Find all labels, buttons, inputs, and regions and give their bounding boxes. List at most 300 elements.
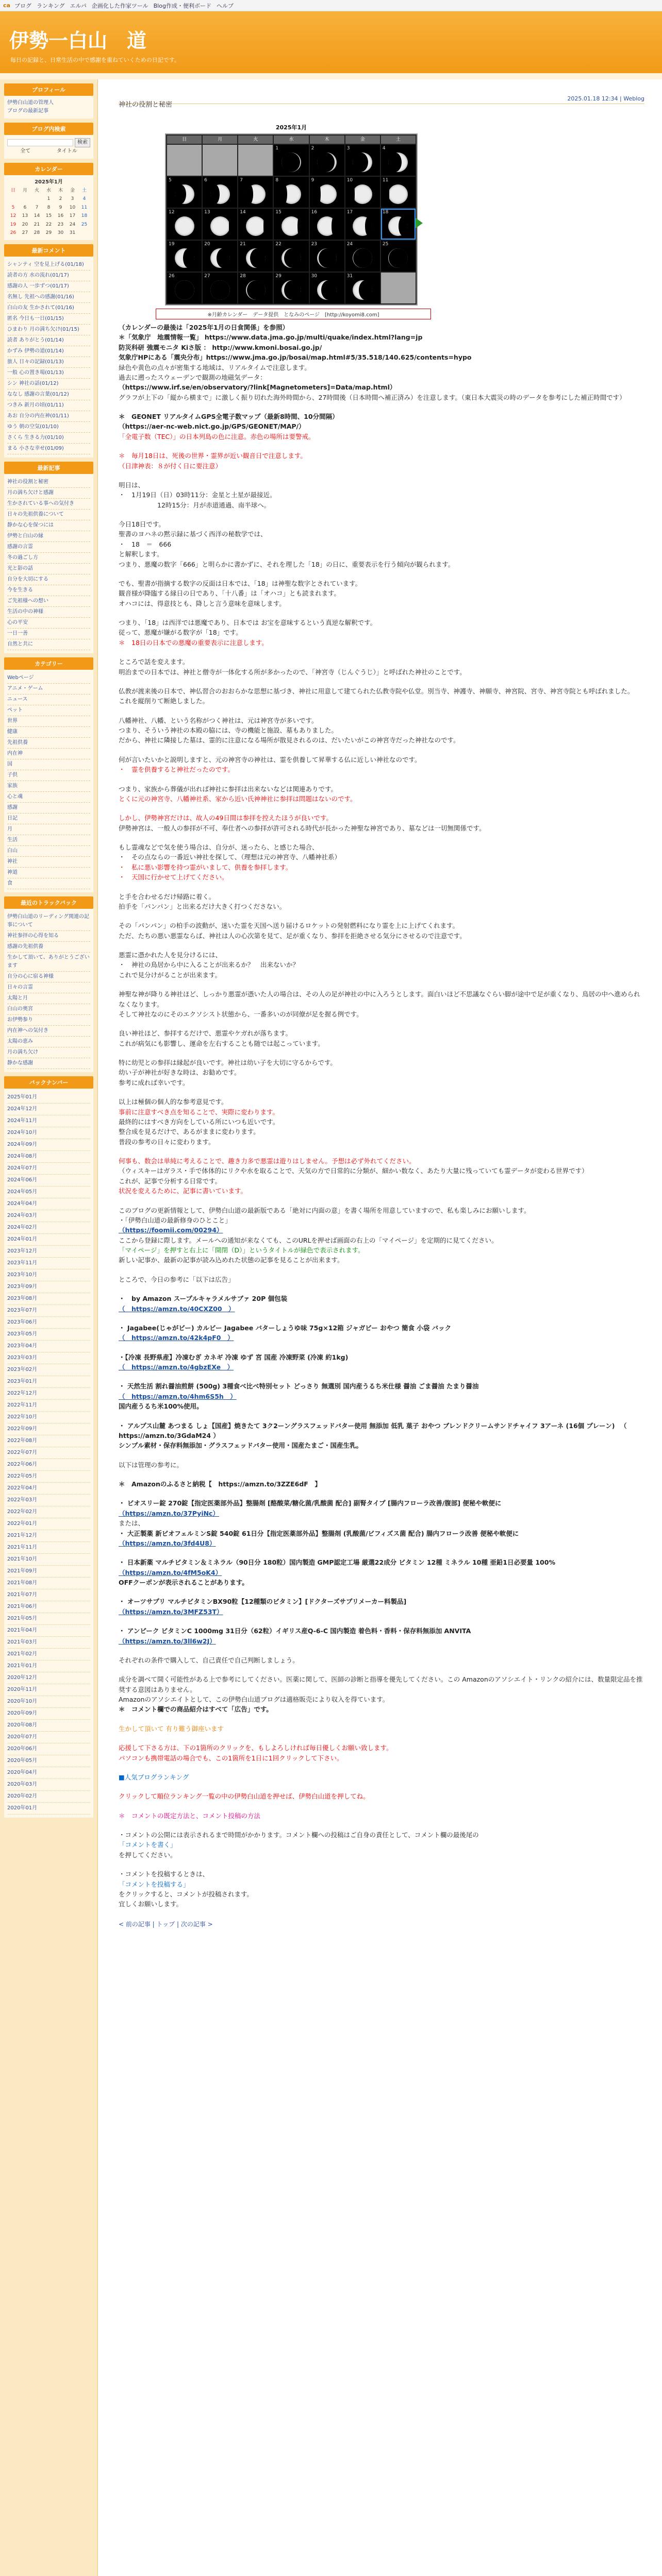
moon-icon (210, 280, 230, 300)
trackback-item[interactable]: お伊勢参り (7, 1015, 90, 1026)
recent-comment-item[interactable]: あお 自分の内在神(01/11) (7, 411, 90, 422)
recent-post-item[interactable]: ご先祖様への想い (7, 596, 90, 607)
calendar-day[interactable]: 5 (11, 205, 15, 210)
archive-item[interactable]: 2020年07月 (7, 1732, 90, 1743)
recent-post-item[interactable]: 光と影の話 (7, 564, 90, 574)
post-title[interactable]: 神社の役割と秘密 (119, 101, 173, 109)
recent-post-item[interactable]: 伊勢と白山の縁 (7, 531, 90, 542)
post-line: 幼い子が神社が好きな時は、お勧めです。 (119, 1069, 241, 1077)
archive-item[interactable]: 2020年01月 (7, 1803, 90, 1815)
archive-item[interactable]: 2021年10月 (7, 1554, 90, 1566)
archive-item[interactable]: 2023年12月 (7, 1246, 90, 1258)
moon-shadow (353, 184, 355, 204)
post-line: （ウィスキーはガラス・手で体体的にリクや水を取ることで、天気の方で日常的に分類が、細かい数なく、あたり大量に残っていても霊データが変わる世界です） (119, 1167, 588, 1175)
post-link[interactable]: （https://amzn.to/37PyiNc） (119, 1509, 219, 1517)
recent-post-item[interactable]: 自然と共に (7, 639, 90, 650)
post-line: をクリックすると、コメントが投稿されます。 (119, 1890, 254, 1898)
trackback-item[interactable]: 太陽の恵み (7, 1037, 90, 1047)
trackback-item[interactable]: 自分の心に宿る神様 (7, 972, 90, 982)
archive-item[interactable]: 2022年12月 (7, 1388, 90, 1400)
recent-post-item[interactable]: 日々の先祖供養について (7, 510, 90, 520)
post-line: 神聖な神が降りる神社ほど、しっかり悪霊が憑いた人の場合は、その人の足が神社の中に入ろうとします。面白いほど不思議なぐらい脚が途中で足が重くなり、鳥居の中へ進められなくなります。 (119, 990, 640, 1008)
archive-item[interactable]: 2023年03月 (7, 1352, 90, 1364)
category-item[interactable]: ペット (7, 705, 90, 716)
archive-item[interactable]: 2023年11月 (7, 1258, 90, 1269)
category-item[interactable]: 健康 (7, 727, 90, 738)
calendar-day[interactable]: 24 (69, 222, 76, 227)
archive-item[interactable]: 2024年02月 (7, 1222, 90, 1234)
post-line: （カレンダーの最後は「2025年1月の日食関係」を参照） (119, 324, 289, 331)
calendar-day[interactable]: 15 (45, 213, 52, 219)
recent-post-item[interactable]: 生活の中の神様 (7, 607, 90, 618)
post-line: ・ by Amazon スープルキャラメルサブァ 20P 個包装 (119, 1295, 288, 1303)
category-item[interactable]: 国 (7, 759, 90, 770)
moon-cell (274, 209, 308, 240)
archive-item[interactable]: 2022年04月 (7, 1483, 90, 1495)
archive-item[interactable]: 2022年09月 (7, 1423, 90, 1435)
post-link[interactable]: （https://foomii.com/00294） (119, 1226, 223, 1234)
recent-post-item[interactable]: 静かな心を保つには (7, 520, 90, 531)
archive-item[interactable]: 2024年04月 (7, 1198, 90, 1210)
post-link[interactable]: （https://amzn.to/4fM5oK4） (119, 1568, 222, 1577)
recent-comment-item[interactable]: 読者 ありがとう(01/14) (7, 335, 90, 346)
top-link[interactable]: Blog作成・便利ボード (153, 2, 211, 9)
post-line: 「コメントを投稿する」 (119, 1880, 190, 1888)
category-item[interactable]: 生活 (7, 835, 90, 846)
spacer (119, 980, 644, 989)
recent-comment-item[interactable]: 読者の方 水の流れ(01/17) (7, 270, 90, 281)
moon-dow: 火 (238, 135, 273, 144)
calendar-day[interactable]: 25 (81, 222, 88, 227)
calendar-day[interactable]: 8 (47, 205, 51, 210)
spacer (119, 804, 644, 813)
calendar-day[interactable]: 7 (35, 205, 39, 210)
post-link[interactable]: （ https://amzn.to/40CXZ00 ） (119, 1304, 235, 1313)
calendar-day[interactable]: 18 (81, 213, 88, 219)
moon-icon (282, 280, 301, 300)
post-line[interactable]: ＊ Amazonのふるさと納税【 https://amzn.to/3ZZE6dF 】 (119, 1480, 321, 1488)
archive-item[interactable]: 2021年09月 (7, 1566, 90, 1578)
category-item[interactable]: 白山 (7, 846, 90, 857)
spacer (119, 569, 644, 579)
category-item[interactable]: 先祖供養 (7, 738, 90, 749)
calendar-day[interactable]: 12 (10, 213, 16, 219)
trackback-box (4, 896, 93, 1072)
archive-item[interactable]: 2021年04月 (7, 1625, 90, 1637)
category-item[interactable]: 内在神 (7, 749, 90, 759)
calendar-day[interactable]: 17 (69, 213, 76, 219)
calendar-day[interactable]: 29 (45, 230, 52, 235)
calendar-day[interactable]: 23 (57, 222, 64, 227)
recent-post-item[interactable]: 感謝の言霊 (7, 542, 90, 553)
category-item[interactable]: 食 (7, 878, 90, 889)
archive-item[interactable]: 2020年03月 (7, 1779, 90, 1791)
archive-item[interactable]: 2022年02月 (7, 1506, 90, 1518)
archive-list (4, 1089, 93, 1818)
moon-shadow (399, 216, 408, 236)
moon-day-number: 17 (346, 210, 353, 215)
moon-shadow (229, 216, 230, 236)
moon-day-number: 7 (240, 178, 243, 183)
category-item[interactable]: ニュース (7, 694, 90, 705)
post-line[interactable]: ＊「気象庁 地震情報一覧」 https://www.data.jma.go.jp/multi/quake/index.html?lang=jp (119, 333, 423, 342)
recent-comment-item[interactable]: ひまわり 月の満ち欠け(01/15) (7, 325, 90, 335)
spacer (119, 677, 644, 686)
post-line: 国内産うるち米100%使用。 (119, 1402, 203, 1411)
archive-item[interactable]: 2021年02月 (7, 1649, 90, 1660)
recent-post-item[interactable]: 神社の役割と秘密 (7, 477, 90, 488)
recent-comment-item[interactable]: 一般 心の置き場(01/13) (7, 368, 90, 379)
recent-comment-item[interactable]: 匿名 今日も一日(01/15) (7, 314, 90, 325)
post-line: グラフが上下の「縦から横まで」に激しく振り切れた海外時間から、27時間後（日本時間へ補正済み）を注意します。（東日本大震災の時のデータを参考にした補正時間です） (119, 393, 626, 401)
archive-item[interactable]: 2024年08月 (7, 1151, 90, 1163)
calendar-day[interactable]: 13 (22, 213, 28, 219)
recent-post-item[interactable]: 今を生きる (7, 585, 90, 596)
recent-comments-heading: 最新コメント (4, 244, 93, 257)
category-item[interactable]: 心と魂 (7, 792, 90, 803)
recent-comment-item[interactable]: シン 神社の話(01/12) (7, 379, 90, 389)
archive-item[interactable]: 2023年06月 (7, 1317, 90, 1329)
moon-cell-empty (238, 145, 273, 176)
recent-post-item[interactable]: 一日一善 (7, 629, 90, 639)
archive-item[interactable]: 2025年01月 (7, 1092, 90, 1104)
calendar-day[interactable]: 14 (34, 213, 40, 219)
archive-item[interactable]: 2024年10月 (7, 1127, 90, 1139)
trackback-item[interactable]: 月の満ち欠け (7, 1047, 90, 1058)
calendar-day[interactable]: 21 (34, 222, 40, 227)
calendar-day[interactable]: 27 (22, 230, 28, 235)
moon-cell (381, 241, 416, 272)
recent-comment-item[interactable]: さくら 生きる力(01/10) (7, 433, 90, 444)
post-line: または、 (119, 1519, 145, 1528)
calendar-day[interactable]: 30 (57, 230, 64, 235)
post-line: ・【冷凍 長野県産】冷凍むぎ カネギ 冷凍 ゆず 宮 国産 冷凍野菜 (冷凍 約1kg) (119, 1353, 349, 1361)
moon-shadow (284, 248, 301, 268)
spacer (119, 442, 644, 451)
calendar-day[interactable]: 3 (71, 196, 74, 202)
calendar-day[interactable]: 16 (57, 213, 64, 219)
top-links (14, 2, 234, 10)
category-item[interactable]: 感謝 (7, 803, 90, 814)
archive-item[interactable]: 2021年03月 (7, 1637, 90, 1649)
blog-title[interactable]: 伊勢一白山 道 (9, 29, 147, 52)
spacer (119, 775, 644, 784)
archive-item[interactable]: 2021年05月 (7, 1613, 90, 1625)
profile-link[interactable]: ブログの最新記事 (7, 108, 48, 114)
spacer (119, 833, 644, 842)
archive-item[interactable]: 2020年02月 (7, 1791, 90, 1803)
post-line[interactable]: ・ アルプス山麓 あつまる しょ【国産】焼きたて 3ク2ーングラスフェッドバター使用 無添加 低乳 菓子 おやつ ブレンドクリームサンドチャイフ 3アーネ (16個 プレーン) （ https://amzn.to/3GdaM24 ） (119, 1421, 627, 1439)
post-link[interactable]: （ https://amzn.to/4gbzEXe ） (119, 1363, 234, 1371)
site-logo[interactable]: ca (3, 2, 10, 9)
post-line: 拍手を「パンパン」と出来るだけ大きく打つくださない。 (119, 902, 286, 910)
post-link[interactable]: （https://amzn.to/3fd4U8） (119, 1539, 216, 1547)
post-line: ＊ コメントの既定方法と、コメント投稿の方法 (119, 1811, 261, 1820)
post-line[interactable]: （https://www.irf.se/en/observatory/?link[Magnetometers]=Data/map.html） (119, 383, 396, 392)
trackback-item[interactable]: 生かして頂いて、ありがとうございます (7, 953, 90, 972)
profile-link[interactable]: 伊勢白山道の管理人 (7, 100, 54, 106)
post-date[interactable]: 2025.01.18 12:34 | Weblog (119, 95, 644, 104)
post-line: 整合成を見るだけで、あるがままに変わります。 (119, 1128, 260, 1136)
blog-description: 毎日の記録と、日常生活の中で感謝を重ねていくための日記です。 (10, 57, 180, 63)
moon-cell (310, 145, 344, 176)
moon-cell (310, 177, 344, 208)
calendar-day[interactable]: 19 (10, 222, 16, 227)
post-line: 防災科研 強震モニタ Kiさ版 ： http://www.kmoni.bosai.go.jp/ (119, 343, 322, 351)
archive-item[interactable]: 2021年06月 (7, 1601, 90, 1613)
calendar-day[interactable]: 26 (10, 230, 16, 235)
archive-item[interactable]: 2021年12月 (7, 1530, 90, 1542)
moon-dow: 日 (167, 135, 202, 144)
category-item[interactable]: アニメ・ゲーム (7, 684, 90, 694)
archive-item[interactable]: 2021年08月 (7, 1578, 90, 1589)
spacer (119, 911, 644, 921)
category-item[interactable]: 子供 (7, 770, 90, 781)
spacer (119, 1372, 644, 1381)
post-line: ・ オーツサプリ マルチビタミンBX90粒【12種類のビタミン】[ドクターズサプリメーカー料製品] (119, 1598, 407, 1606)
trackback-item[interactable]: 日々の言霊 (7, 982, 90, 993)
archive-item[interactable]: 2022年08月 (7, 1435, 90, 1447)
calendar-day[interactable]: 1 (47, 196, 51, 202)
archive-item[interactable]: 2022年05月 (7, 1471, 90, 1483)
category-item[interactable]: 世界 (7, 716, 90, 727)
post-line: 最終的にはすべき方向をしている所にいつも近いです。 (119, 1117, 279, 1126)
moon-day-number: 20 (204, 242, 210, 247)
archive-item[interactable]: 2023年08月 (7, 1293, 90, 1305)
trackback-item[interactable]: 感謝の先祖供養 (7, 942, 90, 953)
calendar-day[interactable]: 4 (82, 196, 86, 202)
spacer (119, 608, 644, 618)
spacer (119, 1196, 644, 1206)
archive-item[interactable]: 2024年11月 (7, 1115, 90, 1127)
moon-day-number: 2 (311, 146, 315, 151)
archive-item[interactable]: 2022年07月 (7, 1447, 90, 1459)
archive-item[interactable]: 2022年06月 (7, 1459, 90, 1471)
post-line: ・コメントを投稿するときは、 (119, 1870, 209, 1878)
calendar-day[interactable]: 10 (69, 205, 76, 210)
category-item[interactable]: 神社 (7, 857, 90, 868)
post-line: ・ ビオスリー錠 270錠【指定医薬部外品】整腸剤 [酪酸菜/糖化菌/乳酸菌 配合] 副腎タイプ [腸内フローラ改善/腹部] 便秘や軟便に (119, 1499, 502, 1507)
post-line: Amazonのアソシエイトとして、この伊勢白山道ブログは適格販売により収入を得ています。 (119, 1696, 389, 1703)
moon-day-number: 24 (346, 242, 353, 247)
category-item[interactable]: 家族 (7, 781, 90, 792)
post-link[interactable]: （ https://amzn.to/42k4pF0 ） (119, 1334, 234, 1342)
calendar-day[interactable]: 2 (59, 196, 62, 202)
recent-posts-list (4, 474, 93, 653)
archive-item[interactable]: 2022年11月 (7, 1400, 90, 1412)
calendar-day (31, 195, 43, 203)
archive-item[interactable]: 2020年09月 (7, 1708, 90, 1720)
moon-icon (175, 280, 194, 300)
trackback-item[interactable]: 伊勢白山道のリーディング関連の記事について (7, 912, 90, 931)
post-line: ・ 18 ＝ 666 (119, 540, 172, 548)
moon-day-number: 10 (346, 178, 353, 183)
recent-comment-item[interactable]: 白山の友 生かされて(01/16) (7, 303, 90, 314)
category-item[interactable]: 月 (7, 824, 90, 835)
post-link[interactable]: （ https://amzn.to/4hm6S5h ） (119, 1392, 237, 1400)
moon-day-number: 29 (275, 274, 282, 279)
top-toolbar (0, 0, 662, 11)
search-box (4, 123, 93, 159)
archive-item[interactable]: 2023年09月 (7, 1281, 90, 1293)
moon-icon (210, 184, 230, 204)
calendar-day[interactable]: 20 (22, 222, 28, 227)
archive-item[interactable]: 2022年01月 (7, 1518, 90, 1530)
recent-comment-item[interactable]: つきみ 新月の頃(01/11) (7, 400, 90, 411)
recent-post-item[interactable]: 自分を大切にする (7, 574, 90, 585)
moon-calendar-title: 2025年1月 (275, 124, 307, 131)
spacer (119, 941, 644, 950)
moon-icon (317, 216, 337, 236)
post-line[interactable]: 気象庁HPにある「震央分布」https://www.jma.go.jp/bosai/map.html#5/35.518/140.625/contents=hypo (119, 353, 472, 362)
archive-item[interactable]: 2022年10月 (7, 1412, 90, 1423)
trackback-item[interactable]: 内在神への気付き (7, 1026, 90, 1037)
post-line: ＊ 18日の日本での悪魔の重要表示に注意します。 (119, 638, 268, 647)
calendar-dow: 金 (70, 188, 75, 193)
archive-item[interactable]: 2023年10月 (7, 1269, 90, 1281)
category-heading: カテゴリー (4, 657, 93, 670)
moon-credit[interactable]: ※月齢カレンダー データ提供 となみのページ [http://koyomi8.com] (156, 309, 431, 319)
moon-day-number: 1 (275, 146, 279, 151)
post-link[interactable]: （https://amzn.to/3ll6w2J） (119, 1637, 216, 1645)
top-link[interactable]: ランキング (36, 2, 65, 9)
category-item[interactable]: 神道 (7, 868, 90, 878)
calendar-day[interactable]: 11 (81, 205, 88, 210)
archive-item[interactable]: 2020年06月 (7, 1743, 90, 1755)
top-link[interactable]: ブログ (14, 2, 31, 9)
trackback-item[interactable]: 太陽と月 (7, 993, 90, 1004)
search-button[interactable]: 検索 (75, 138, 90, 147)
moon-dow: 金 (345, 135, 380, 144)
top-link[interactable]: ヘルプ (216, 2, 234, 9)
archive-item[interactable]: 2020年05月 (7, 1755, 90, 1767)
archive-item[interactable]: 2021年01月 (7, 1660, 90, 1672)
moon-icon (175, 248, 194, 268)
main-content (119, 95, 644, 1928)
moon-day-number: 3 (346, 146, 350, 151)
moon-icon (388, 248, 408, 268)
calendar-dow: 土 (81, 188, 87, 193)
moon-shadow (247, 280, 266, 300)
archive-item[interactable]: 2023年04月 (7, 1341, 90, 1352)
archive-item[interactable]: 2022年03月 (7, 1495, 90, 1506)
archive-item[interactable]: 2020年08月 (7, 1720, 90, 1732)
top-link[interactable]: 企画化した作家ツール (91, 2, 148, 9)
moon-cell (203, 273, 237, 303)
post-line[interactable]: （https://aer-nc-web.nict.go.jp/GPS/GEONET/MAP/） (119, 422, 305, 431)
moon-shadow (297, 216, 301, 236)
archive-item[interactable]: 2024年12月 (7, 1104, 90, 1115)
archive-item[interactable]: 2023年05月 (7, 1329, 90, 1341)
recent-post-item[interactable]: 冬の過ごし方 (7, 553, 90, 564)
top-link[interactable]: エルパ (70, 2, 87, 9)
post-line: と手を合わせるだけ帰路に着く。 (119, 892, 216, 901)
calendar-day[interactable]: 31 (69, 230, 76, 235)
trackback-list (4, 909, 93, 1072)
post-line: 参考に成れば幸いです。 (119, 1078, 189, 1087)
moon-icon (388, 184, 408, 204)
moon-day-number: 14 (240, 210, 246, 215)
archive-item[interactable]: 2024年01月 (7, 1234, 90, 1246)
archive-item[interactable]: 2023年01月 (7, 1376, 90, 1388)
moon-shadow (217, 248, 230, 268)
calendar-day[interactable]: 22 (45, 222, 52, 227)
post-line: つまり、悪魔の数字「666」と明らかに書かずに、それを理した「18」の日に、重要表示を行う傾向が観られます。 (119, 560, 455, 568)
moon-day-number: 6 (204, 178, 207, 183)
moon-cell-empty (167, 145, 202, 176)
archive-item[interactable]: 2024年03月 (7, 1210, 90, 1222)
recent-comment-item[interactable]: 感謝の人 一歩ずつ(01/17) (7, 281, 90, 292)
archive-item[interactable]: 2020年11月 (7, 1684, 90, 1696)
archive-item[interactable]: 2024年06月 (7, 1175, 90, 1187)
archive-item[interactable]: 2023年02月 (7, 1364, 90, 1376)
moon-shadow (282, 184, 287, 204)
calendar-dow: 木 (58, 188, 63, 193)
post-line: 新しい記事か、最新の記事が読み込めれた状態の記事を見ることが出来ます。 (119, 1256, 344, 1264)
recent-comment-item[interactable]: ななし 感謝の言葉(01/12) (7, 389, 90, 400)
moon-icon (282, 184, 301, 204)
moon-cell (167, 273, 202, 303)
recent-comment-item[interactable]: ゆう 朝の空気(01/10) (7, 422, 90, 433)
recent-comment-item[interactable]: かずみ 伊勢の道(01/14) (7, 346, 90, 357)
archive-item[interactable]: 2021年07月 (7, 1589, 90, 1601)
search-option[interactable]: タイトル (56, 148, 77, 154)
archive-item[interactable]: 2020年04月 (7, 1767, 90, 1779)
search-input[interactable] (7, 139, 73, 146)
post-line: 12時15分：月が赤道通過、南半球へ。 (119, 501, 271, 509)
category-item[interactable]: 日記 (7, 814, 90, 824)
archive-item[interactable]: 2023年07月 (7, 1305, 90, 1317)
search-option[interactable]: 全て (20, 148, 31, 154)
recent-comment-item[interactable]: まる 小さな幸せ(01/09) (7, 444, 90, 454)
calendar-day[interactable]: 6 (23, 205, 27, 210)
recent-comment-item[interactable]: 名無し 先祖への感謝(01/16) (7, 292, 90, 303)
archive-item[interactable]: 2020年12月 (7, 1672, 90, 1684)
post-line: 緑色や黄色の点々が密集する地域は、リアルタイムで注意します。 (119, 363, 311, 371)
moon-icon (353, 152, 372, 172)
archive-item[interactable]: 2024年05月 (7, 1187, 90, 1198)
post-line: ＊ GEONET リアルタイムGPS全電子数マップ（最新8時間、10分間隔） (119, 413, 339, 420)
post-pager[interactable]: < 前の記事 | トップ | 次の記事 > (119, 1920, 213, 1928)
calendar-day[interactable]: 9 (59, 205, 62, 210)
recent-posts-heading: 最新記事 (4, 462, 93, 474)
recent-post-item[interactable]: 生かされている事への気付き (7, 499, 90, 510)
spacer (119, 510, 644, 519)
spacer (119, 1284, 644, 1294)
search-heading: ブログ内検索 (4, 123, 93, 135)
archive-item[interactable]: 2024年07月 (7, 1163, 90, 1175)
trackback-item[interactable]: 白山の奥宮 (7, 1004, 90, 1015)
moon-day-number: 31 (346, 274, 353, 279)
recent-post-item[interactable]: 心の平安 (7, 618, 90, 629)
moon-icon (282, 216, 301, 236)
archive-item[interactable]: 2021年11月 (7, 1542, 90, 1554)
calendar-day[interactable]: 28 (34, 230, 40, 235)
post-link[interactable]: （https://amzn.to/3MFZ53T） (119, 1607, 223, 1616)
archive-item[interactable]: 2020年10月 (7, 1696, 90, 1708)
category-item[interactable]: Webページ (7, 673, 90, 684)
trackback-item[interactable]: 神社参拝の心得を知る (7, 931, 90, 942)
moon-cell (274, 241, 308, 272)
recent-comment-item[interactable]: シャンティ 空を見上げる(01/18) (7, 260, 90, 270)
recent-post-item[interactable]: 月の満ち欠けと感謝 (7, 488, 90, 499)
recent-comment-item[interactable]: 旅人 日々の記録(01/13) (7, 357, 90, 368)
moon-shadow (317, 152, 334, 172)
spacer (119, 1821, 644, 1830)
trackback-item[interactable]: 静かな感謝 (7, 1058, 90, 1069)
archive-item[interactable]: 2024年09月 (7, 1139, 90, 1151)
moon-icon (317, 280, 337, 300)
